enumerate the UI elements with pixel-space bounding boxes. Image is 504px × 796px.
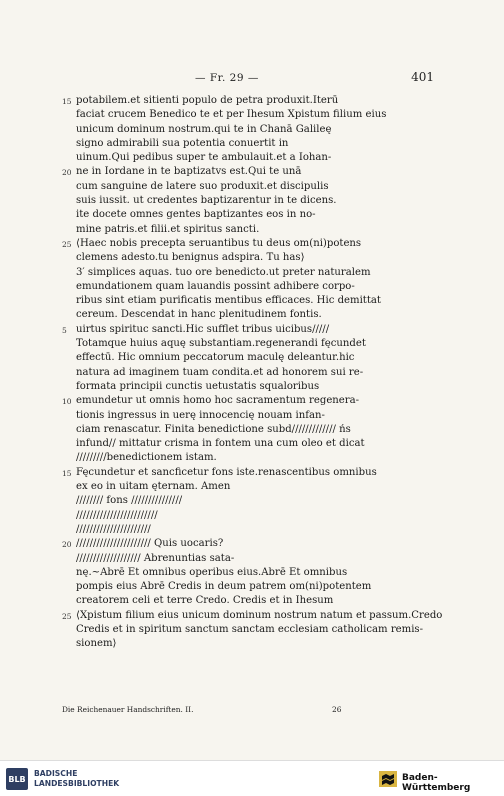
signature-mark: 26: [332, 705, 342, 714]
text-line: [62, 437, 462, 451]
line-text: sionem⟩: [76, 638, 117, 650]
text-line: [62, 308, 462, 322]
text-line: [62, 594, 462, 608]
line-text: suis iussit. ut credentes baptizarentur in te dicens.: [76, 195, 337, 207]
text-line: [62, 552, 462, 566]
line-text: uirtus spirituc sancti.Hic sufflet tribus uicibus/////: [76, 323, 330, 335]
line-text: emundationem quam lauandis possint adhibere corpo-: [76, 280, 355, 292]
line-text: tionis ingressus in uerę innocencię nouam infan-: [76, 409, 325, 421]
text-line: [62, 323, 462, 337]
page-footer: [62, 705, 442, 717]
line-text: Totamque huius aquę substantiam.regenerandi fęcundet: [76, 338, 366, 350]
line-number: 25: [62, 239, 72, 249]
text-line: [62, 251, 462, 265]
library-name[interactable]: [34, 769, 119, 789]
text-line: [62, 94, 462, 108]
source-title: Die Reichenauer Handschriften. II.: [62, 705, 194, 714]
text-line: [62, 237, 462, 251]
line-text: /////////////////// Abrenuntias sata-: [76, 552, 235, 564]
text-line: [62, 537, 462, 551]
text-line: [62, 165, 462, 179]
text-line: [62, 480, 462, 494]
line-number: 15: [62, 468, 72, 478]
line-text: faciat crucem Benedico te et per Ihesum Xpistum filium eius: [76, 109, 387, 121]
line-text: creatorem celi et terre Credo. Credis et in Ihesum: [76, 595, 334, 607]
text-line: [62, 466, 462, 480]
line-text: cum sanguine de latere suo produxit.et discipulis: [76, 180, 329, 192]
text-line: [62, 409, 462, 423]
text-line: [62, 509, 462, 523]
line-text: nę.~Abrē Et omnibus operibus eius.Abrē Et omnibus: [76, 566, 348, 578]
text-line: [62, 366, 462, 380]
text-line: [62, 108, 462, 122]
text-line: [62, 609, 462, 623]
line-text: ne in Iordane in te baptizatvs est.Qui te unā: [76, 166, 302, 178]
text-line: [62, 394, 462, 408]
page-header: [0, 70, 504, 86]
line-text: ribus sint etiam purificatis mentibus efficaces. Hic demittat: [76, 295, 381, 307]
text-line: [62, 566, 462, 580]
line-text: effectū. Hic omnium peccatorum maculę deleantur.hic: [76, 352, 355, 364]
running-title: — Fr. 29 —: [195, 72, 259, 84]
text-line: [62, 580, 462, 594]
line-number: 15: [62, 97, 72, 106]
line-text: clemens adesto.tu benignus adspira. Tu has⟩: [76, 252, 305, 264]
text-line: [62, 637, 462, 651]
page-number: 401: [411, 70, 434, 84]
line-text: Credis et in spiritum sanctum sanctam ecclesiam catholicam remis-: [76, 623, 424, 635]
line-number: 20: [62, 168, 72, 178]
line-text: pompis eius Abrē Credis in deum patrem om(ni)potentem: [76, 581, 372, 593]
text-line: [62, 137, 462, 151]
viewer-footer-bar: [0, 760, 504, 796]
text-line: [62, 294, 462, 308]
line-text: ite docete omnes gentes baptizantes eos in no-: [76, 209, 316, 221]
text-line: [62, 351, 462, 365]
line-number: 10: [62, 397, 72, 407]
text-line: [62, 423, 462, 437]
line-text: 3′ simplices aquas. tuo ore benedicto.ut preter naturalem: [76, 266, 371, 278]
line-text: potabilem.et sitienti populo de petra produxit.Iterū: [76, 95, 339, 106]
line-text: cereum. Descendat in hanc plenitudinem fontis.: [76, 309, 322, 321]
line-text: ////////////////////////: [76, 509, 158, 521]
text-line: [62, 451, 462, 465]
line-number: 20: [62, 540, 72, 550]
line-text: ⟨Xpistum filium eius unicum dominum nostrum natum et passum.Credo: [76, 609, 443, 621]
line-text: mine patris.et filii.et spiritus sancti.: [76, 223, 260, 235]
text-line: [62, 337, 462, 351]
line-number: 5: [62, 325, 67, 335]
text-line: [62, 623, 462, 637]
text-line: [62, 223, 462, 237]
line-text: ex eo in uitam ęternam. Amen: [76, 481, 231, 493]
text-line: [62, 380, 462, 394]
line-text: /////////benedictionem istam.: [76, 452, 217, 464]
library-name-line2: LANDESBIBLIOTHEK: [34, 779, 120, 788]
coat-of-arms-icon: [378, 770, 398, 788]
text-line: [62, 194, 462, 208]
line-text: formata principii cunctis uetustatis squaloribus: [76, 380, 320, 392]
line-text: //////////////////////: [76, 523, 151, 535]
line-text: natura ad imaginem tuam condita.et ad honorem sui re-: [76, 366, 364, 378]
state-name[interactable]: Baden-Württemberg: [402, 773, 471, 793]
text-line: [62, 280, 462, 294]
line-number: 25: [62, 611, 72, 621]
line-text: //////// fons ///////////////: [76, 495, 183, 507]
line-text: ////////////////////// Quis uocaris?: [76, 538, 224, 550]
text-line: [62, 266, 462, 280]
text-line: [62, 151, 462, 165]
text-line: [62, 180, 462, 194]
text-line: [62, 208, 462, 222]
line-text: ciam renascatur. Finita benedictione subd///////////// ńs: [76, 423, 351, 435]
text-line: [62, 494, 462, 508]
text-line: [62, 523, 462, 537]
line-text: Fęcundetur et sancficetur fons iste.renascentibus omnibus: [76, 466, 377, 478]
library-name-line1: BADISCHE: [34, 769, 78, 778]
line-text: signo admirabili sua potentia conuertit in: [76, 137, 289, 149]
line-text: uinum.Qui pedibus super te ambulauit.et a Iohan-: [76, 152, 332, 164]
text-body: [62, 94, 462, 652]
blb-logo[interactable]: BLB: [6, 768, 28, 790]
line-text: unicum dominum nostrum.qui te in Chanā Galileę: [76, 123, 332, 135]
line-text: ⟨Haec nobis precepta seruantibus tu deus om(ni)potens: [76, 237, 362, 249]
text-line: [62, 123, 462, 137]
line-text: emundetur ut omnis homo hoc sacramentum regenera-: [76, 395, 360, 407]
line-text: infund// mittatur crisma in fontem una cum oleo et dicat: [76, 438, 365, 450]
